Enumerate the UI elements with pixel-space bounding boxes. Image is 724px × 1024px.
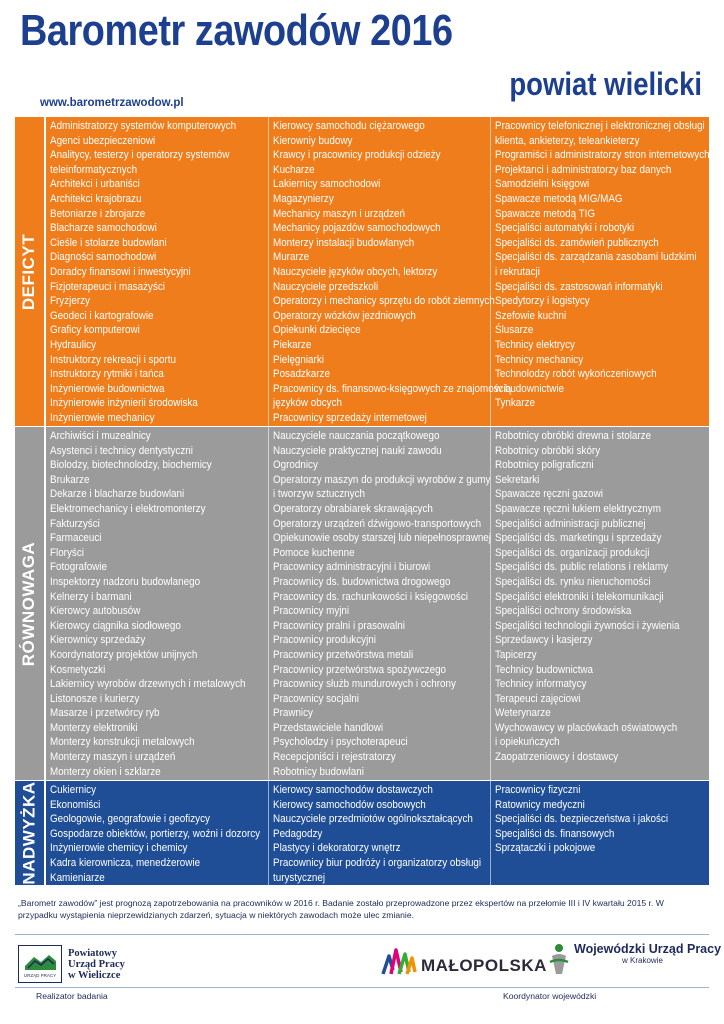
- occupation-item: Lakiernicy wyrobów drzewnych i metalowych: [50, 678, 246, 691]
- occupation-item: Nauczyciele przedmiotów ogólnokształcących: [273, 813, 473, 826]
- column-1: [46, 117, 268, 426]
- occupation-item: turystycznej: [273, 871, 326, 884]
- occupation-item: Agenci ubezpieczeniowi: [50, 134, 156, 147]
- occupation-item: Monterzy konstrukcji metalowych: [50, 736, 195, 749]
- occupation-item: Nauczyciele przedszkoli: [273, 280, 379, 293]
- occupation-list: [50, 119, 268, 425]
- occupation-item: Instruktorzy rekreacji i sportu: [50, 353, 176, 366]
- occupation-item: Spawacze metodą TIG: [495, 207, 596, 220]
- occupation-item: Geologowie, geografowie i geofizycy: [50, 813, 210, 826]
- occupation-item: Robotnicy poligraficzni: [495, 459, 594, 472]
- column-2: [268, 117, 512, 426]
- occupation-item: Samodzielni księgowi: [495, 178, 590, 191]
- occupation-item: Operatorzy maszyn do produkcji wyrobów z gumy: [273, 473, 491, 486]
- column-3: [490, 427, 711, 780]
- occupation-item: Pracownicy produkcyjni: [273, 634, 376, 647]
- occupation-item: Cukiernicy: [50, 784, 96, 796]
- occupation-item: Pracownicy przetwórstwa spożywczego: [273, 663, 447, 676]
- koordynator-label: Koordynator wojewódzki: [503, 991, 597, 1001]
- occupation-item: Robotnicy obróbki drewna i stolarze: [495, 430, 652, 442]
- occupation-item: Specjaliści ds. bezpieczeństwa i jakości: [495, 813, 669, 826]
- occupation-item: Inżynierowie chemicy i chemicy: [50, 842, 188, 855]
- occupation-item: Specjaliści ds. organizacji produkcji: [495, 546, 650, 559]
- occupation-item: Kierownicy sprzedaży: [50, 634, 146, 647]
- pup-line-3: w Wieliczce: [68, 969, 121, 981]
- section-deficit: [15, 117, 709, 426]
- occupation-item: Technolodzy robót wykończeniowych: [495, 368, 657, 381]
- occupation-item: Posadzkarze: [273, 368, 330, 381]
- occupation-item: teleinformatycznych: [50, 163, 138, 176]
- occupation-item: Monterzy maszyn i urządzeń: [50, 751, 176, 764]
- occupation-item: Szefowie kuchni: [495, 309, 567, 322]
- occupation-item: Projektanci i administratorzy baz danych: [495, 163, 672, 176]
- occupation-item: Magazynierzy: [273, 192, 334, 205]
- occupation-item: i tworzyw sztucznych: [273, 488, 365, 501]
- occupation-item: Gospodarze obiektów, portierzy, woźni i dozorcy: [50, 827, 261, 840]
- column-1: [46, 427, 268, 780]
- occupation-item: Farmaceuci: [50, 532, 102, 545]
- occupation-item: Pracownicy administracyjni i biurowi: [273, 561, 431, 574]
- pup-logo: [18, 944, 148, 984]
- occupation-item: Specjaliści technologii żywności i żywienia: [495, 619, 680, 632]
- occupation-item: Prawnicy: [273, 707, 313, 720]
- occupation-list: [495, 119, 711, 411]
- occupation-item: Pracownicy sprzedaży internetowej: [273, 411, 427, 424]
- occupation-item: Dekarze i blacharze budowlani: [50, 488, 185, 501]
- occupation-item: Technicy budownictwa: [495, 663, 594, 676]
- occupation-item: Inżynierowie inżynierii środowiska: [50, 397, 198, 410]
- occupation-item: Ogrodnicy: [273, 459, 318, 472]
- occupation-item: Sprzątaczki i pokojowe: [495, 842, 596, 855]
- occupation-item: i opiekuńczych: [495, 736, 560, 749]
- occupation-item: Kadra kierownicza, menedżerowie: [50, 856, 201, 869]
- realizator-label: Realizator badania: [36, 991, 108, 1001]
- occupation-item: Spedytorzy i logistycy: [495, 295, 590, 308]
- occupation-item: Recepcjoniści i rejestratorzy: [273, 751, 396, 764]
- occupation-list: [50, 783, 268, 885]
- occupation-item: Architekci krajobrazu: [50, 192, 142, 205]
- wup-icon: [548, 942, 570, 976]
- wup-sub: w Krakowie: [622, 956, 663, 965]
- occupation-item: Graficy komputerowi: [50, 324, 140, 337]
- occupation-item: Architekci i urbaniści: [50, 178, 140, 191]
- section-label-text: NADWYŻKA: [19, 781, 39, 885]
- occupation-item: Geodeci i kartografowie: [50, 309, 154, 322]
- occupation-item: Spawacze ręczni gazowi: [495, 488, 603, 501]
- section-label-surplus: [15, 781, 44, 885]
- occupation-item: Tapicerzy: [495, 648, 537, 661]
- occupation-item: Robotnicy obróbki skóry: [495, 444, 601, 457]
- occupation-item: Monterzy instalacji budowlanych: [273, 236, 415, 249]
- occupation-item: Kierowcy samochodu ciężarowego: [273, 120, 425, 132]
- footnote: „Barometr zawodów” jest prognozą zapotrzebowania na pracowników w 2016 r. Badanie zostało przeprowadzone przez ekspertów na przełomie III i IV kwartału 2015 r. W przypadku wystąpienia nieprzewidzianych zdarzeń, sytuacja w niektórych zawodach może ulec zmianie.: [18, 898, 664, 920]
- occupation-item: Pracownicy ds. budownictwa drogowego: [273, 575, 451, 588]
- occupation-item: Specjaliści ochrony środowiska: [495, 605, 632, 618]
- column-2: [268, 427, 490, 780]
- occupation-item: Masarze i przetwórcy ryb: [50, 707, 160, 720]
- occupation-item: Opiekunki dziecięce: [273, 324, 361, 337]
- occupation-item: Lakiernicy samochodowi: [273, 178, 381, 191]
- occupation-item: Asystenci i technicy dentystyczni: [50, 444, 193, 457]
- occupation-list: [50, 429, 268, 779]
- occupation-item: Terapeuci zajęciowi: [495, 692, 581, 705]
- occupation-item: Specjaliści ds. zarządzania zasobami ludzkimi: [495, 251, 697, 264]
- occupation-item: Mechanicy maszyn i urządzeń: [273, 207, 405, 220]
- occupation-item: Opiekunowie osoby starszej lub niepełnosprawnej: [273, 532, 491, 545]
- column-1: [46, 781, 268, 885]
- occupation-item: Elektromechanicy i elektromonterzy: [50, 502, 206, 515]
- occupation-list: [273, 783, 490, 885]
- website-link[interactable]: www.barometrzawodow.pl: [40, 97, 184, 109]
- pup-box-text: URZĄD PRACY: [23, 973, 57, 978]
- occupation-item: Fotografowie: [50, 561, 107, 574]
- occupation-item: Archiwiści i muzealnicy: [50, 430, 151, 442]
- occupation-list: [273, 429, 490, 779]
- occupation-item: Tynkarze: [495, 397, 535, 410]
- occupation-item: Specjaliści ds. zamówień publicznych: [495, 236, 659, 249]
- occupation-item: Diagności samochodowi: [50, 251, 157, 264]
- column-3: [490, 117, 711, 426]
- occupation-item: Kamieniarze: [50, 871, 105, 884]
- occupation-item: Pedagodzy: [273, 827, 323, 840]
- column-2: [268, 781, 490, 885]
- occupation-item: Murarze: [273, 251, 310, 264]
- occupation-item: Hydraulicy: [50, 338, 96, 351]
- occupation-item: Psycholodzy i psychoterapeuci: [273, 736, 408, 749]
- occupation-item: Operatorzy i mechanicy sprzętu do robót ziemnych: [273, 295, 495, 308]
- occupation-item: Operatorzy obrabiarek skrawających: [273, 502, 433, 515]
- occupation-item: Specjaliści ds. public relations i reklamy: [495, 561, 669, 574]
- column-3: [490, 781, 711, 885]
- occupation-item: Technicy informatycy: [495, 678, 587, 691]
- occupation-item: Technicy mechanicy: [495, 353, 584, 366]
- occupation-item: Biolodzy, biotechnolodzy, biochemicy: [50, 459, 212, 472]
- occupation-item: Ratownicy medyczni: [495, 798, 585, 811]
- occupation-item: Fryzjerzy: [50, 295, 90, 308]
- occupation-item: Kierowcy samochodów dostawczych: [273, 784, 433, 796]
- occupation-item: Pracownicy pralni i prasowalni: [273, 619, 405, 632]
- section-balance: [15, 427, 709, 780]
- occupation-item: Doradcy finansowi i inwestycyjni: [50, 265, 191, 278]
- occupation-item: Pracownicy ds. rachunkowości i księgowości: [273, 590, 468, 603]
- section-surplus: [15, 781, 709, 885]
- section-label-text: RÓWNOWAGA: [19, 541, 39, 666]
- occupation-item: Operatorzy wózków jezdniowych: [273, 309, 416, 322]
- pup-line-2: Urząd Pracy: [68, 958, 125, 970]
- occupation-item: Nauczyciele nauczania początkowego: [273, 430, 440, 442]
- occupation-item: Pomoce kuchenne: [273, 546, 355, 559]
- occupation-item: Piekarze: [273, 338, 312, 351]
- occupation-item: Kelnerzy i barmani: [50, 590, 132, 603]
- section-columns: [44, 117, 709, 426]
- occupation-item: Cieśle i stolarze budowlani: [50, 236, 167, 249]
- occupation-item: Ślusarze: [495, 324, 534, 337]
- occupation-item: Sekretarki: [495, 473, 540, 486]
- occupation-item: Pracownicy biur podróży i organizatorzy obsługi: [273, 856, 482, 869]
- occupation-item: Robotnicy budowlani: [273, 765, 364, 778]
- occupation-item: Sprzedawcy i kasjerzy: [495, 634, 593, 647]
- occupation-item: Pracownicy fizyczni: [495, 784, 581, 796]
- occupation-item: w budownictwie: [495, 382, 565, 395]
- occupation-item: Specjaliści ds. rynku nieruchomości: [495, 575, 651, 588]
- occupation-list: [273, 119, 512, 425]
- occupation-item: Specjaliści ds. zastosowań informatyki: [495, 280, 663, 293]
- occupation-item: Kierowcy autobusów: [50, 605, 141, 618]
- occupation-item: Kucharze: [273, 163, 315, 176]
- occupation-item: Specjaliści administracji publicznej: [495, 517, 646, 530]
- divider: [15, 934, 709, 935]
- occupation-list: [495, 783, 711, 856]
- occupation-item: Administratorzy systemów komputerowych: [50, 120, 237, 132]
- malopolska-icon: [381, 946, 417, 976]
- occupation-item: Pracownicy służb mundurowych i ochrony: [273, 678, 456, 691]
- occupation-item: Monterzy okien i szklarze: [50, 765, 161, 778]
- occupation-item: klienta, ankieterzy, teleankieterzy: [495, 134, 640, 147]
- occupation-item: i rekrutacji: [495, 265, 540, 278]
- occupation-item: Koordynatorzy projektów unijnych: [50, 648, 198, 661]
- section-columns: [44, 427, 709, 780]
- occupation-item: Brukarze: [50, 473, 90, 486]
- occupation-item: Kierowcy samochodów osobowych: [273, 798, 426, 811]
- occupation-item: Fizjoterapeuci i masażyści: [50, 280, 165, 293]
- occupation-item: Betoniarze i zbrojarze: [50, 207, 146, 220]
- malopolska-text: MAŁOPOLSKA: [421, 956, 547, 975]
- occupation-item: Plastycy i dekoratorzy wnętrz: [273, 842, 401, 855]
- occupation-list: [495, 429, 711, 765]
- occupation-item: Spawacze metodą MIG/MAG: [495, 192, 623, 205]
- occupation-item: Instruktorzy rytmiki i tańca: [50, 368, 164, 381]
- occupation-item: Wychowawcy w placówkach oświatowych: [495, 721, 678, 734]
- occupation-item: Mechanicy pojazdów samochodowych: [273, 222, 441, 235]
- occupation-item: Pracownicy przetwórstwa metali: [273, 648, 414, 661]
- occupation-item: Krawcy i pracownicy produkcji odzieży: [273, 149, 441, 162]
- occupation-item: Operatorzy urządzeń dźwigowo-transportowych: [273, 517, 482, 530]
- occupation-item: Listonosze i kurierzy: [50, 692, 140, 705]
- occupation-item: Kosmetyczki: [50, 663, 106, 676]
- occupation-item: Specjaliści elektroniki i telekomunikacji: [495, 590, 664, 603]
- occupation-item: Ekonomiści: [50, 798, 101, 811]
- pup-name: [68, 948, 125, 981]
- occupation-item: Spawacze ręczni łukiem elektrycznym: [495, 502, 661, 515]
- section-columns: [44, 781, 709, 885]
- occupation-item: Monterzy elektroniki: [50, 721, 138, 734]
- occupation-item: Inżynierowie budownictwa: [50, 382, 165, 395]
- occupation-item: Pielęgniarki: [273, 353, 324, 366]
- occupation-item: Zaopatrzeniowcy i dostawcy: [495, 751, 619, 764]
- occupation-item: Specjaliści automatyki i robotyki: [495, 222, 635, 235]
- pup-line-1: Powiatowy: [68, 947, 117, 959]
- section-label-deficit: [15, 117, 44, 426]
- occupation-item: Nauczyciele języków obcych, lektorzy: [273, 265, 438, 278]
- wup-name: Wojewódzki Urząd Pracy: [574, 942, 722, 956]
- occupation-item: Specjaliści ds. marketingu i sprzedaży: [495, 532, 662, 545]
- malopolska-logo: [381, 946, 547, 976]
- occupation-item: Nauczyciele praktycznej nauki zawodu: [273, 444, 442, 457]
- occupation-item: Specjaliści ds. finansowych: [495, 827, 615, 840]
- occupation-item: Pracownicy telefonicznej i elektronicznej obsługi: [495, 120, 705, 132]
- occupation-item: Przedstawiciele handlowi: [273, 721, 384, 734]
- occupation-item: Programiści i administratorzy stron internetowych: [495, 149, 710, 162]
- section-label-balance: [15, 427, 44, 780]
- occupation-item: Fakturzyści: [50, 517, 100, 530]
- occupation-item: Kierowniy budowy: [273, 134, 353, 147]
- occupation-item: Kierowcy ciągnika siodłowego: [50, 619, 181, 632]
- pup-logo-icon: [18, 945, 62, 983]
- occupation-item: Pracownicy myjni: [273, 605, 350, 618]
- section-label-text: DEFICYT: [19, 233, 39, 310]
- page-subtitle: powiat wielicki: [509, 66, 702, 102]
- occupation-item: Technicy elektrycy: [495, 338, 575, 351]
- occupation-item: Floryści: [50, 546, 84, 559]
- occupation-item: Pracownicy ds. finansowo-księgowych ze znajomością: [273, 382, 512, 395]
- occupation-item: Weterynarze: [495, 707, 551, 720]
- occupation-item: języków obcych: [273, 397, 342, 410]
- occupation-item: Analitycy, testerzy i operatorzy systemów: [50, 149, 230, 162]
- divider: [15, 987, 709, 988]
- occupation-item: Inżynierowie mechanicy: [50, 411, 155, 424]
- wup-logo: [548, 942, 721, 976]
- page-title: Barometr zawodów 2016: [20, 6, 453, 55]
- occupation-item: Blacharze samochodowi: [50, 222, 157, 235]
- occupation-item: Inspektorzy nadzoru budowlanego: [50, 575, 201, 588]
- occupation-item: Pracownicy socjalni: [273, 692, 359, 705]
